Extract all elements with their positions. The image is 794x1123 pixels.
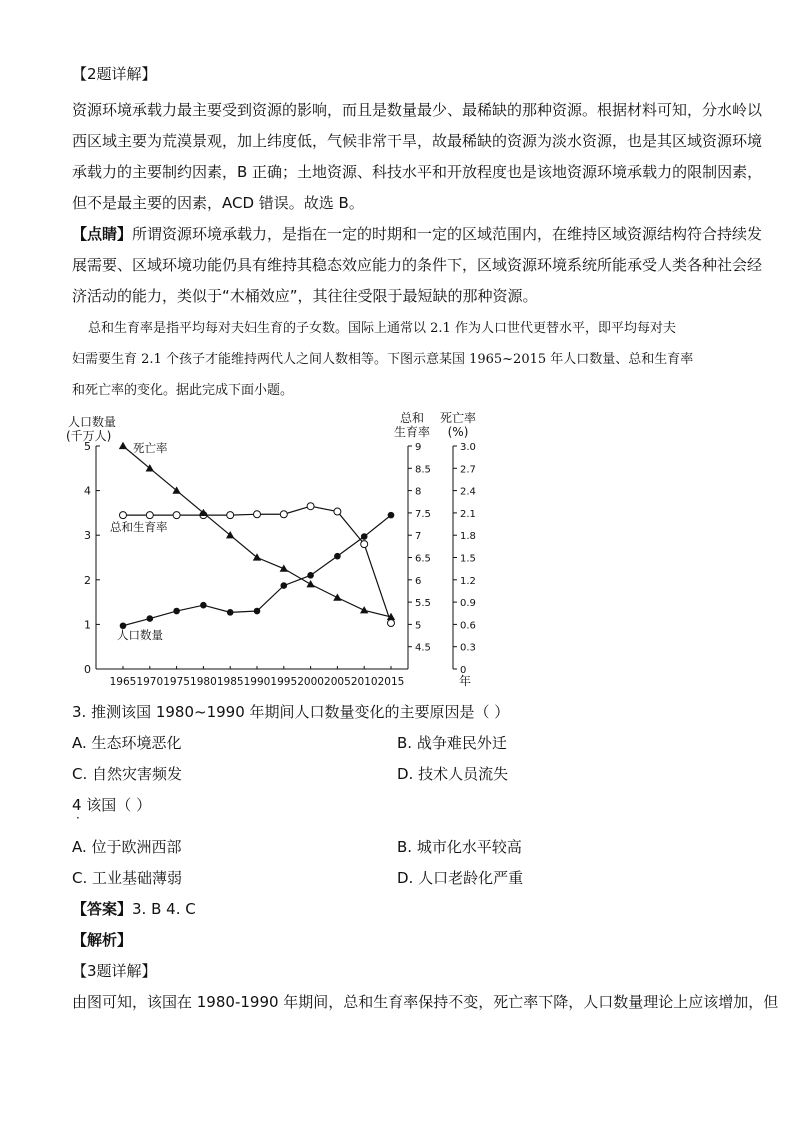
left-tick-label: 3 [84, 529, 91, 543]
population-chart [64, 404, 484, 689]
right-tick-label: 1.5 [460, 553, 476, 565]
mortality-series-label: 死亡率 [133, 441, 168, 455]
mid-tick-label: 6 [415, 575, 422, 587]
q3-option-c: C. 自然灾害频发 [72, 765, 183, 783]
mortality-point [280, 564, 288, 571]
analysis-label: 【解析】 [72, 931, 133, 949]
dianjing-text: 所谓资源环境承载力，是指在一定的时期和一定的区域范围内，在维持区域资源结构符合持续发 [132, 225, 763, 243]
section-heading: 【2题详解】 [72, 65, 157, 83]
population-point [200, 602, 207, 609]
right-tick-label: 2.7 [460, 464, 476, 476]
q4-option-a: A. 位于欧洲西部 [72, 838, 182, 856]
fertility-point [120, 512, 127, 519]
explanation-line: 由图可知，该国在 1980-1990 年期间，总和生育率保持不变，死亡率下降，人口数量理论上应该增加，但 [72, 993, 779, 1011]
fertility-point [334, 508, 341, 515]
answer-text: 3. B 4. C [132, 900, 196, 918]
population-point [307, 572, 314, 579]
x-tick-label: 2010 [350, 676, 378, 688]
right-tick-label: 0.9 [460, 598, 476, 610]
right-tick-label: 1.2 [460, 575, 476, 587]
x-tick-label: 2005 [324, 676, 351, 688]
x-tick-label: 1965 [109, 676, 137, 688]
mid-axis-title: 生育率 [393, 425, 431, 439]
mid-tick-label: 4.5 [415, 642, 431, 654]
x-tick-label: 1985 [216, 676, 244, 688]
passage-line: 和死亡率的变化。据此完成下面小题。 [72, 383, 294, 398]
population-point [227, 609, 234, 616]
mid-axis-title: 总和 [399, 411, 425, 425]
population-point [388, 512, 395, 519]
chart-series [119, 442, 395, 629]
left-tick-label: 4 [84, 484, 91, 498]
x-tick-label: 1990 [243, 676, 271, 688]
stray-dot: · [76, 811, 80, 825]
x-axis-unit: 年 [458, 674, 472, 688]
answer-line [72, 899, 196, 919]
left-axis-title: 人口数量 [68, 415, 117, 429]
right-tick-label: 0.6 [460, 620, 476, 632]
left-tick-label: 1 [84, 618, 91, 632]
mid-tick-label: 7 [415, 531, 422, 543]
fertility-point [361, 541, 368, 548]
x-tick-label: 2000 [297, 676, 324, 688]
section-heading: 【3题详解】 [72, 962, 157, 980]
fertility-series-label: 总和生育率 [110, 520, 168, 534]
chart-labels [66, 410, 476, 688]
right-tick-label: 1.8 [460, 531, 476, 543]
population-point [361, 533, 368, 540]
mid-tick-label: 6.5 [415, 553, 431, 565]
mortality-point [306, 580, 314, 587]
q3-option-b: B. 战争难民外迁 [397, 734, 507, 752]
population-point [334, 553, 341, 560]
fertility-point [173, 512, 180, 519]
right-axis-title: 死亡率 [439, 411, 477, 425]
right-tick-label: 2.4 [460, 486, 476, 498]
left-axis-unit: (千万人) [66, 429, 112, 443]
mid-tick-label: 7.5 [415, 508, 431, 520]
population-point [281, 582, 288, 589]
q3-option-a: A. 生态环境恶化 [72, 734, 182, 752]
x-tick-label: 1975 [163, 676, 190, 688]
left-tick-label: 0 [84, 663, 91, 676]
population-point [147, 615, 154, 622]
q3-option-d: D. 技术人员流失 [397, 765, 509, 783]
mid-tick-label: 5 [415, 620, 422, 632]
fertility-point [280, 511, 287, 518]
fertility-point [227, 512, 234, 519]
mortality-point [360, 606, 368, 613]
x-tick-label: 1980 [190, 676, 217, 688]
left-tick-label: 2 [84, 573, 91, 587]
mid-tick-label: 8 [415, 486, 422, 498]
explanation-line: 承载力的主要制约因素，B 正确；土地资源、科技水平和开放程度也是该地资源环境承载力的限制因素， [72, 163, 763, 181]
mortality-point [333, 593, 341, 600]
population-point [254, 608, 261, 615]
q4-option-c: C. 工业基础薄弱 [72, 869, 183, 887]
question-4-stem: 4 该国（ ） [72, 796, 152, 814]
mortality-point [119, 442, 127, 449]
left-tick-label: 5 [84, 440, 91, 453]
answer-label: 【答案】 [72, 900, 133, 918]
right-tick-label: 2.1 [460, 508, 476, 520]
dianjing-paragraph [72, 224, 762, 244]
fertility-point [146, 512, 153, 519]
q4-option-b: B. 城市化水平较高 [397, 838, 522, 856]
population-point [173, 608, 180, 615]
right-tick-label: 0 [460, 665, 467, 676]
question-3-stem: 3. 推测该国 1980~1990 年期间人口数量变化的主要原因是（ ） [72, 703, 510, 721]
dianjing-line: 展需要、区域环境功能仍具有维持其稳态效应能力的条件下，区域资源环境系统所能承受人类各种社会经 [72, 256, 763, 274]
explanation-line: 资源环境承载力最主要受到资源的影响，而且是数量最少、最稀缺的那种资源。根据材料可知，分水岭以 [72, 101, 763, 119]
dianjing-label: 【点睛】 [72, 225, 133, 243]
mid-tick-label: 8.5 [415, 464, 431, 476]
fertility-point [307, 503, 314, 510]
x-tick-label: 1995 [270, 676, 298, 688]
mid-tick-label: 9 [415, 442, 422, 453]
right-tick-label: 0.3 [460, 642, 476, 654]
explanation-line: 但不是最主要的因素，ACD 错误。故选 B。 [72, 194, 364, 212]
fertility-point [254, 511, 261, 518]
right-tick-label: 3.0 [460, 442, 476, 453]
x-tick-label: 1970 [136, 676, 164, 688]
population-series-label: 人口数量 [117, 628, 163, 642]
passage-line: 总和生育率是指平均每对夫妇生育的子女数。国际上通常以 2.1 作为人口世代更替水平，即平均每对夫 [88, 321, 676, 336]
fertility-point [388, 620, 395, 627]
dianjing-line: 济活动的能力，类似于“木桶效应”，其往往受限于最短缺的那种资源。 [72, 287, 538, 305]
x-tick-label: 2015 [377, 676, 405, 688]
explanation-line: 西区域主要为荒漠景观，加上纬度低，气候非常干旱，故最稀缺的资源为淡水资源，也是其区域资源环境 [72, 132, 763, 150]
passage-line: 妇需要生育 2.1 个孩子才能维持两代人之间人数相等。下图示意某国 1965~2015 年人口数量、总和生育率 [72, 352, 694, 367]
q4-option-d: D. 人口老龄化严重 [397, 869, 524, 887]
right-axis-unit: (%) [447, 425, 469, 439]
mid-tick-label: 5.5 [415, 598, 431, 610]
